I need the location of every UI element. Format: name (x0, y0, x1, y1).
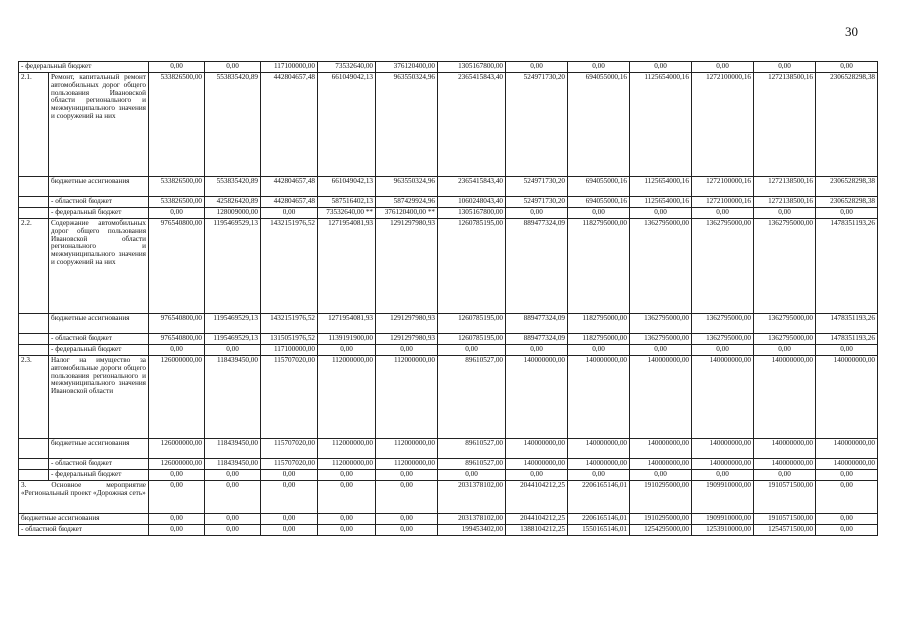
amount-cell: 1305167800,00 (438, 62, 506, 73)
row-number-cell (19, 345, 49, 356)
amount-cell: 140000000,00 (630, 356, 692, 439)
amount-cell: 0,00 (149, 470, 205, 481)
amount-cell: 376120400,00 ** (376, 208, 438, 219)
table-row (19, 62, 878, 73)
amount-cell: 89610527,00 (438, 459, 506, 470)
amount-cell: 112000000,00 (318, 356, 376, 439)
amount-cell: 115707020,00 (261, 439, 318, 459)
table-row (19, 208, 878, 219)
table-row (19, 470, 878, 481)
amount-cell: 89610527,00 (438, 356, 506, 439)
amount-cell: 0,00 (205, 470, 261, 481)
amount-cell: 1291297980,93 (376, 219, 438, 314)
amount-cell: 0,00 (318, 525, 376, 536)
row-label-cell: - областной бюджет (49, 459, 149, 470)
amount-cell: 1272100000,16 (692, 197, 754, 208)
amount-cell: 0,00 (816, 525, 878, 536)
amount-cell: 1272138500,16 (754, 73, 816, 177)
amount-cell: 1362795000,00 (754, 219, 816, 314)
table-row (19, 345, 878, 356)
table-row (19, 314, 878, 334)
amount-cell: 2206165146,01 (568, 514, 630, 525)
row-number-cell (19, 177, 49, 197)
row-label-cell: бюджетные ассигнования (19, 514, 149, 525)
amount-cell: 1909910000,00 (692, 481, 754, 514)
row-number-cell (19, 459, 49, 470)
amount-cell: 1362795000,00 (630, 334, 692, 345)
amount-cell: 587516402,13 (318, 197, 376, 208)
row-number-cell (19, 314, 49, 334)
amount-cell: 140000000,00 (568, 439, 630, 459)
amount-cell: 376120400,00 (376, 62, 438, 73)
amount-cell: 1182795000,00 (568, 219, 630, 314)
amount-cell: 2306528298,38 (816, 197, 878, 208)
amount-cell: 140000000,00 (754, 356, 816, 439)
amount-cell: 1254295000,00 (630, 525, 692, 536)
amount-cell: 694055000,16 (568, 197, 630, 208)
row-label-cell: бюджетные ассигнования (49, 439, 149, 459)
amount-cell: 1291297980,93 (376, 334, 438, 345)
amount-cell: 126000000,00 (149, 459, 205, 470)
amount-cell: 112000000,00 (318, 459, 376, 470)
amount-cell: 1478351193,26 (816, 219, 878, 314)
amount-cell: 140000000,00 (816, 356, 878, 439)
amount-cell: 553835420,89 (205, 177, 261, 197)
page-number: 30 (845, 24, 858, 39)
table-row (19, 459, 878, 470)
amount-cell: 115707020,00 (261, 459, 318, 470)
amount-cell: 112000000,00 (318, 439, 376, 459)
amount-cell: 1254571500,00 (754, 525, 816, 536)
budget-table (18, 61, 878, 536)
amount-cell: 0,00 (816, 345, 878, 356)
amount-cell: 0,00 (376, 525, 438, 536)
amount-cell: 0,00 (318, 514, 376, 525)
row-number-cell (19, 197, 49, 208)
amount-cell: 140000000,00 (506, 439, 568, 459)
row-label-cell: Ремонт, капитальный ремонт автомобильных дорог общего пользования Ивановской области регионального и межмуниципального значения и сооружений на них (49, 73, 149, 177)
amount-cell: 1291297980,93 (376, 314, 438, 334)
amount-cell: 0,00 (438, 470, 506, 481)
amount-cell: 1272100000,16 (692, 177, 754, 197)
amount-cell: 2306528298,38 (816, 177, 878, 197)
amount-cell: 1910571500,00 (754, 514, 816, 525)
amount-cell: 0,00 (149, 208, 205, 219)
amount-cell: 0,00 (816, 470, 878, 481)
amount-cell: 1478351193,26 (816, 314, 878, 334)
amount-cell: 0,00 (205, 525, 261, 536)
amount-cell: 0,00 (205, 345, 261, 356)
amount-cell: 0,00 (506, 470, 568, 481)
amount-cell: 73532640,00 ** (318, 208, 376, 219)
row-number-cell (19, 439, 49, 459)
amount-cell: 126000000,00 (149, 356, 205, 439)
amount-cell: 112000000,00 (376, 459, 438, 470)
row-label-cell: бюджетные ассигнования (49, 177, 149, 197)
amount-cell: 0,00 (149, 514, 205, 525)
amount-cell: 0,00 (261, 514, 318, 525)
row-number-cell (19, 334, 49, 345)
amount-cell: 0,00 (568, 470, 630, 481)
amount-cell: 0,00 (318, 345, 376, 356)
row-label-cell: - областной бюджет (19, 525, 149, 536)
amount-cell: 1305167800,00 (438, 208, 506, 219)
row-label-cell: Содержание автомобильных дорог общего пользования Ивановской области регионального и межмуниципального значения и сооружений на них (49, 219, 149, 314)
table-row (19, 197, 878, 208)
amount-cell: 1315051976,52 (261, 334, 318, 345)
amount-cell: 0,00 (205, 62, 261, 73)
amount-cell: 1260785195,00 (438, 219, 506, 314)
amount-cell: 1432151976,52 (261, 314, 318, 334)
amount-cell: 1910295000,00 (630, 514, 692, 525)
amount-cell: 0,00 (692, 208, 754, 219)
row-label-cell: Налог на имущество за автомобильные дороги общего пользования регионального и межмуниципального значения Ивановской области (49, 356, 149, 439)
amount-cell: 1125654000,16 (630, 177, 692, 197)
amount-cell: 889477324,09 (506, 314, 568, 334)
table-row (19, 514, 878, 525)
amount-cell: 2031378102,00 (438, 514, 506, 525)
amount-cell: 0,00 (376, 345, 438, 356)
amount-cell: 0,00 (754, 208, 816, 219)
amount-cell: 1195469529,13 (205, 334, 261, 345)
amount-cell: 0,00 (816, 481, 878, 514)
amount-cell: 140000000,00 (568, 356, 630, 439)
amount-cell: 2365415843,40 (438, 177, 506, 197)
amount-cell: 524971730,20 (506, 177, 568, 197)
amount-cell: 1362795000,00 (754, 314, 816, 334)
amount-cell: 2365415843,40 (438, 73, 506, 177)
amount-cell: 1195469529,13 (205, 219, 261, 314)
amount-cell: 553835420,89 (205, 73, 261, 177)
amount-cell: 89610527,00 (438, 439, 506, 459)
amount-cell: 0,00 (506, 345, 568, 356)
amount-cell: 73532640,00 (318, 62, 376, 73)
row-label-cell: - федеральный бюджет (19, 62, 149, 73)
amount-cell: 0,00 (754, 345, 816, 356)
amount-cell: 533826500,00 (149, 73, 205, 177)
amount-cell: 0,00 (816, 62, 878, 73)
amount-cell: 1388104212,25 (506, 525, 568, 536)
amount-cell: 0,00 (692, 345, 754, 356)
row-label-cell: - областной бюджет (49, 197, 149, 208)
row-label-cell: бюджетные ассигнования (49, 314, 149, 334)
amount-cell: 0,00 (692, 62, 754, 73)
table-row (19, 356, 878, 439)
amount-cell: 0,00 (261, 470, 318, 481)
amount-cell: 0,00 (376, 481, 438, 514)
amount-cell: 533826500,00 (149, 177, 205, 197)
row-label-cell: - федеральный бюджет (49, 470, 149, 481)
amount-cell: 1271954081,93 (318, 219, 376, 314)
amount-cell: 140000000,00 (630, 439, 692, 459)
row-number-cell: 2.2. (19, 219, 49, 314)
amount-cell: 1432151976,52 (261, 219, 318, 314)
amount-cell: 1260785195,00 (438, 314, 506, 334)
amount-cell: 442804657,48 (261, 177, 318, 197)
amount-cell: 0,00 (149, 345, 205, 356)
amount-cell: 1550165146,01 (568, 525, 630, 536)
amount-cell: 1362795000,00 (692, 219, 754, 314)
amount-cell: 1272138500,16 (754, 177, 816, 197)
amount-cell: 0,00 (692, 470, 754, 481)
amount-cell: 0,00 (816, 208, 878, 219)
amount-cell: 126000000,00 (149, 439, 205, 459)
amount-cell: 140000000,00 (692, 439, 754, 459)
amount-cell: 1182795000,00 (568, 334, 630, 345)
row-number-cell: 2.3. (19, 356, 49, 439)
amount-cell: 976540800,00 (149, 314, 205, 334)
amount-cell: 963550324,96 (376, 177, 438, 197)
amount-cell: 1362795000,00 (630, 314, 692, 334)
amount-cell: 1125654000,16 (630, 73, 692, 177)
amount-cell: 889477324,09 (506, 334, 568, 345)
amount-cell: 0,00 (506, 208, 568, 219)
amount-cell: 1362795000,00 (692, 334, 754, 345)
amount-cell: 118439450,00 (205, 356, 261, 439)
amount-cell: 0,00 (568, 62, 630, 73)
amount-cell: 0,00 (816, 514, 878, 525)
amount-cell: 117100000,00 (261, 345, 318, 356)
amount-cell: 0,00 (261, 481, 318, 514)
table-row (19, 481, 878, 514)
amount-cell: 0,00 (630, 208, 692, 219)
row-label-cell: - областной бюджет (49, 334, 149, 345)
amount-cell: 1125654000,16 (630, 197, 692, 208)
amount-cell: 140000000,00 (506, 356, 568, 439)
amount-cell: 694055000,16 (568, 177, 630, 197)
amount-cell: 112000000,00 (376, 439, 438, 459)
amount-cell: 140000000,00 (630, 459, 692, 470)
amount-cell: 1182795000,00 (568, 314, 630, 334)
amount-cell: 0,00 (149, 62, 205, 73)
row-number-cell (19, 208, 49, 219)
table-row (19, 177, 878, 197)
amount-cell: 1060248043,40 (438, 197, 506, 208)
row-number-cell (19, 470, 49, 481)
amount-cell: 0,00 (568, 345, 630, 356)
row-label-cell: - федеральный бюджет (49, 345, 149, 356)
table-row (19, 334, 878, 345)
amount-cell: 118439450,00 (205, 439, 261, 459)
amount-cell: 140000000,00 (692, 356, 754, 439)
amount-cell: 2044104212,25 (506, 481, 568, 514)
amount-cell: 694055000,16 (568, 73, 630, 177)
amount-cell: 1253910000,00 (692, 525, 754, 536)
table-row (19, 73, 878, 177)
amount-cell: 442804657,48 (261, 73, 318, 177)
amount-cell: 587429924,96 (376, 197, 438, 208)
amount-cell: 661049042,13 (318, 177, 376, 197)
amount-cell: 140000000,00 (568, 459, 630, 470)
amount-cell: 889477324,09 (506, 219, 568, 314)
amount-cell: 1362795000,00 (692, 314, 754, 334)
table-row (19, 525, 878, 536)
amount-cell: 0,00 (318, 470, 376, 481)
table-body (19, 62, 878, 536)
row-label-cell: - федеральный бюджет (49, 208, 149, 219)
amount-cell: 425826420,89 (205, 197, 261, 208)
amount-cell: 442804657,48 (261, 197, 318, 208)
amount-cell: 140000000,00 (754, 439, 816, 459)
amount-cell: 0,00 (630, 470, 692, 481)
amount-cell: 1910571500,00 (754, 481, 816, 514)
amount-cell: 0,00 (438, 345, 506, 356)
amount-cell: 0,00 (754, 62, 816, 73)
amount-cell: 140000000,00 (816, 459, 878, 470)
amount-cell: 140000000,00 (692, 459, 754, 470)
amount-cell: 140000000,00 (506, 459, 568, 470)
amount-cell: 0,00 (376, 470, 438, 481)
amount-cell: 1272138500,16 (754, 197, 816, 208)
amount-cell: 1478351193,26 (816, 334, 878, 345)
amount-cell: 0,00 (261, 208, 318, 219)
amount-cell: 0,00 (630, 62, 692, 73)
amount-cell: 0,00 (205, 481, 261, 514)
amount-cell: 533826500,00 (149, 197, 205, 208)
amount-cell: 0,00 (754, 470, 816, 481)
amount-cell: 524971730,20 (506, 197, 568, 208)
amount-cell: 963550324,96 (376, 73, 438, 177)
table-row (19, 439, 878, 459)
amount-cell: 117100000,00 (261, 62, 318, 73)
amount-cell: 128009000,00 (205, 208, 261, 219)
amount-cell: 0,00 (630, 345, 692, 356)
amount-cell: 524971730,20 (506, 73, 568, 177)
amount-cell: 661049042,13 (318, 73, 376, 177)
amount-cell: 112000000,00 (376, 356, 438, 439)
amount-cell: 0,00 (149, 481, 205, 514)
amount-cell: 1362795000,00 (630, 219, 692, 314)
amount-cell: 140000000,00 (754, 459, 816, 470)
row-number-cell: 2.1. (19, 73, 49, 177)
amount-cell: 140000000,00 (816, 439, 878, 459)
amount-cell: 0,00 (149, 525, 205, 536)
amount-cell: 0,00 (376, 514, 438, 525)
amount-cell: 0,00 (318, 481, 376, 514)
amount-cell: 0,00 (568, 208, 630, 219)
table-row (19, 219, 878, 314)
amount-cell: 1271954081,93 (318, 314, 376, 334)
amount-cell: 0,00 (506, 62, 568, 73)
amount-cell: 1362795000,00 (754, 334, 816, 345)
amount-cell: 0,00 (261, 525, 318, 536)
amount-cell: 115707020,00 (261, 356, 318, 439)
amount-cell: 2031378102,00 (438, 481, 506, 514)
amount-cell: 1260785195,00 (438, 334, 506, 345)
amount-cell: 1910295000,00 (630, 481, 692, 514)
amount-cell: 118439450,00 (205, 459, 261, 470)
amount-cell: 976540800,00 (149, 334, 205, 345)
amount-cell: 1909910000,00 (692, 514, 754, 525)
amount-cell: 1139191900,00 (318, 334, 376, 345)
amount-cell: 1272100000,16 (692, 73, 754, 177)
row-label-cell: 3. Основное мероприятие «Региональный проект «Дорожная сеть» (19, 481, 149, 514)
amount-cell: 1195469529,13 (205, 314, 261, 334)
amount-cell: 2044104212,25 (506, 514, 568, 525)
amount-cell: 2306528298,38 (816, 73, 878, 177)
amount-cell: 0,00 (205, 514, 261, 525)
amount-cell: 2206165146,01 (568, 481, 630, 514)
amount-cell: 199453402,00 (438, 525, 506, 536)
amount-cell: 976540800,00 (149, 219, 205, 314)
